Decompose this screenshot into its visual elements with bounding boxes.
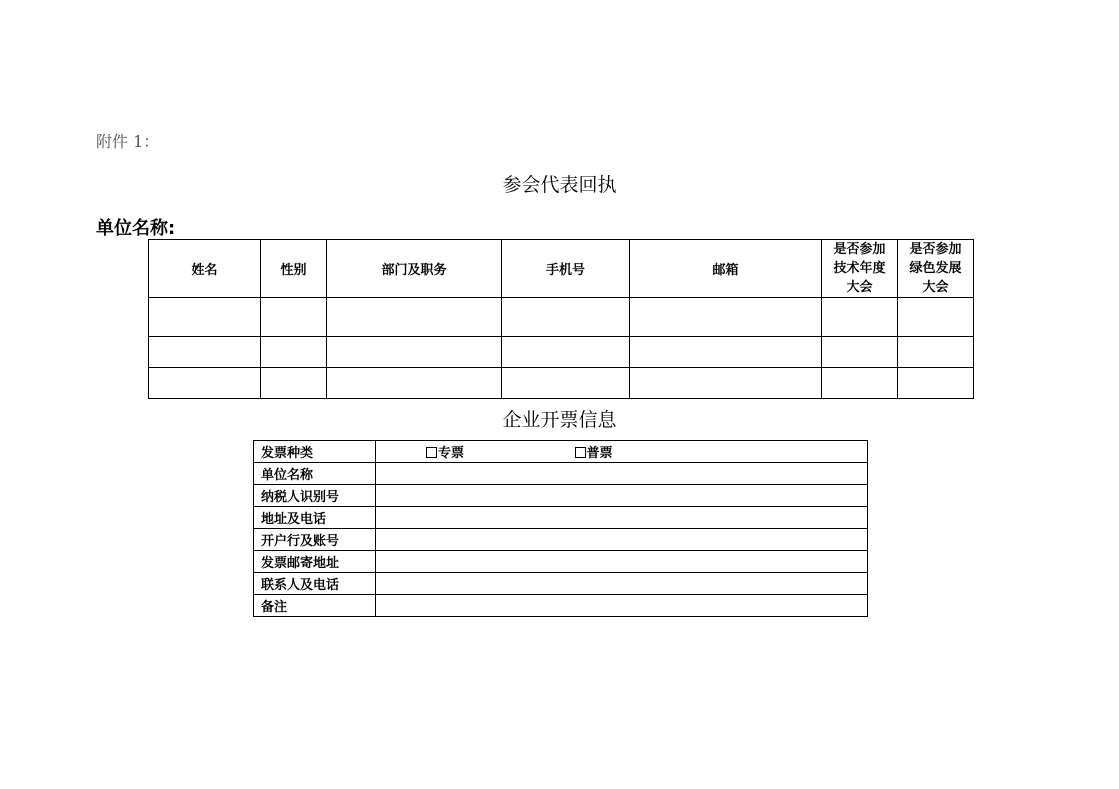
regular-invoice-option[interactable] — [575, 442, 613, 461]
header-gender: 性别 — [261, 240, 327, 298]
header-green-line: 是否参加 — [909, 242, 962, 257]
header-tech-conference — [822, 240, 898, 298]
table-cell[interactable] — [502, 368, 630, 399]
header-green-conference — [898, 240, 974, 298]
table-cell[interactable] — [327, 337, 502, 368]
invoice-type-row — [254, 441, 868, 463]
invoice-row-value[interactable] — [376, 485, 868, 507]
table-cell[interactable] — [261, 298, 327, 337]
header-dept-title: 部门及职务 — [327, 240, 502, 298]
invoice-row-label: 联系人及电话 — [254, 573, 376, 595]
table-cell[interactable] — [502, 337, 630, 368]
org-name-label: 单位名称: — [96, 218, 176, 239]
table-cell[interactable] — [630, 298, 822, 337]
invoice-row-value[interactable] — [376, 595, 868, 617]
page-title: 参会代表回执 — [502, 174, 617, 196]
table-cell[interactable] — [630, 337, 822, 368]
invoice-row — [254, 507, 868, 529]
invoice-row-label: 备注 — [254, 595, 376, 617]
invoice-row-label: 纳税人识别号 — [254, 485, 376, 507]
invoice-row — [254, 529, 868, 551]
checkbox-icon[interactable] — [426, 447, 437, 458]
header-green-line: 绿色发展 — [909, 261, 962, 276]
invoice-row — [254, 551, 868, 573]
invoice-row-value[interactable] — [376, 463, 868, 485]
table-cell[interactable] — [898, 298, 974, 337]
header-email: 邮箱 — [630, 240, 822, 298]
table-cell[interactable] — [502, 298, 630, 337]
invoice-row-label: 单位名称 — [254, 463, 376, 485]
regular-invoice-label: 普票 — [586, 446, 613, 461]
header-tech-line: 大会 — [846, 280, 873, 295]
invoice-row-value[interactable] — [376, 573, 868, 595]
header-green-line: 大会 — [922, 280, 949, 295]
header-name: 姓名 — [149, 240, 261, 298]
invoice-row-label: 开户行及账号 — [254, 529, 376, 551]
table-header-row — [149, 240, 974, 298]
table-cell[interactable] — [327, 368, 502, 399]
table-cell[interactable] — [327, 298, 502, 337]
invoice-row-value[interactable] — [376, 529, 868, 551]
header-tech-line: 是否参加 — [833, 242, 886, 257]
representative-table — [148, 239, 974, 399]
table-cell[interactable] — [822, 368, 898, 399]
invoice-row — [254, 463, 868, 485]
table-cell[interactable] — [149, 368, 261, 399]
header-tech-line: 技术年度 — [833, 261, 886, 276]
invoice-row-label: 发票邮寄地址 — [254, 551, 376, 573]
invoice-row-label: 地址及电话 — [254, 507, 376, 529]
table-cell[interactable] — [822, 298, 898, 337]
table-cell[interactable] — [261, 368, 327, 399]
header-phone: 手机号 — [502, 240, 630, 298]
table-row — [149, 337, 974, 368]
table-cell[interactable] — [149, 337, 261, 368]
table-cell[interactable] — [149, 298, 261, 337]
table-cell[interactable] — [261, 337, 327, 368]
attachment-label: 附件 1： — [96, 132, 160, 151]
invoice-row — [254, 573, 868, 595]
invoice-table — [253, 440, 868, 617]
special-invoice-option[interactable] — [426, 442, 464, 461]
checkbox-icon[interactable] — [575, 447, 586, 458]
table-cell[interactable] — [898, 337, 974, 368]
invoice-row — [254, 595, 868, 617]
invoice-section-title: 企业开票信息 — [502, 409, 617, 431]
table-cell[interactable] — [822, 337, 898, 368]
invoice-type-options — [376, 441, 868, 463]
table-cell[interactable] — [898, 368, 974, 399]
table-row — [149, 298, 974, 337]
invoice-row — [254, 485, 868, 507]
table-cell[interactable] — [630, 368, 822, 399]
invoice-row-value[interactable] — [376, 507, 868, 529]
table-row — [149, 368, 974, 399]
invoice-row-value[interactable] — [376, 551, 868, 573]
special-invoice-label: 专票 — [438, 446, 465, 461]
invoice-type-label: 发票种类 — [254, 441, 376, 463]
